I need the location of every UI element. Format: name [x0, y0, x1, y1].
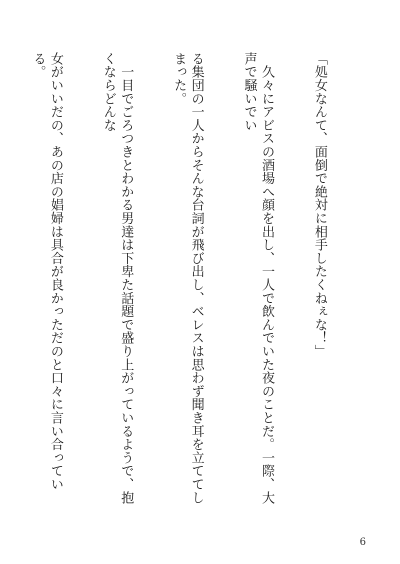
text-line: 久々にアビスの酒場へ顔を出し、一人で飲んでいた夜のことだ。一際、大声で騒いでい [241, 52, 275, 505]
text-line: 女がいいだの、あの店の娼婦は具合が良かっただのと口々に言い合っている。 [30, 52, 63, 491]
page-number: 6 [359, 537, 366, 548]
body-text [0, 52, 363, 508]
text-line: 一目でごろつきとわかる男達は下卑た話題で盛り上がっているようで、抱くならどんな [100, 52, 134, 505]
text-line: る集団の一人からそんな台詞が飛び出し、ベレスは思わず聞き耳を立ててしまった。 [171, 52, 204, 505]
text-line: 「処女なんて、面倒で絶対に相手したくねぇな！」 [311, 52, 327, 358]
